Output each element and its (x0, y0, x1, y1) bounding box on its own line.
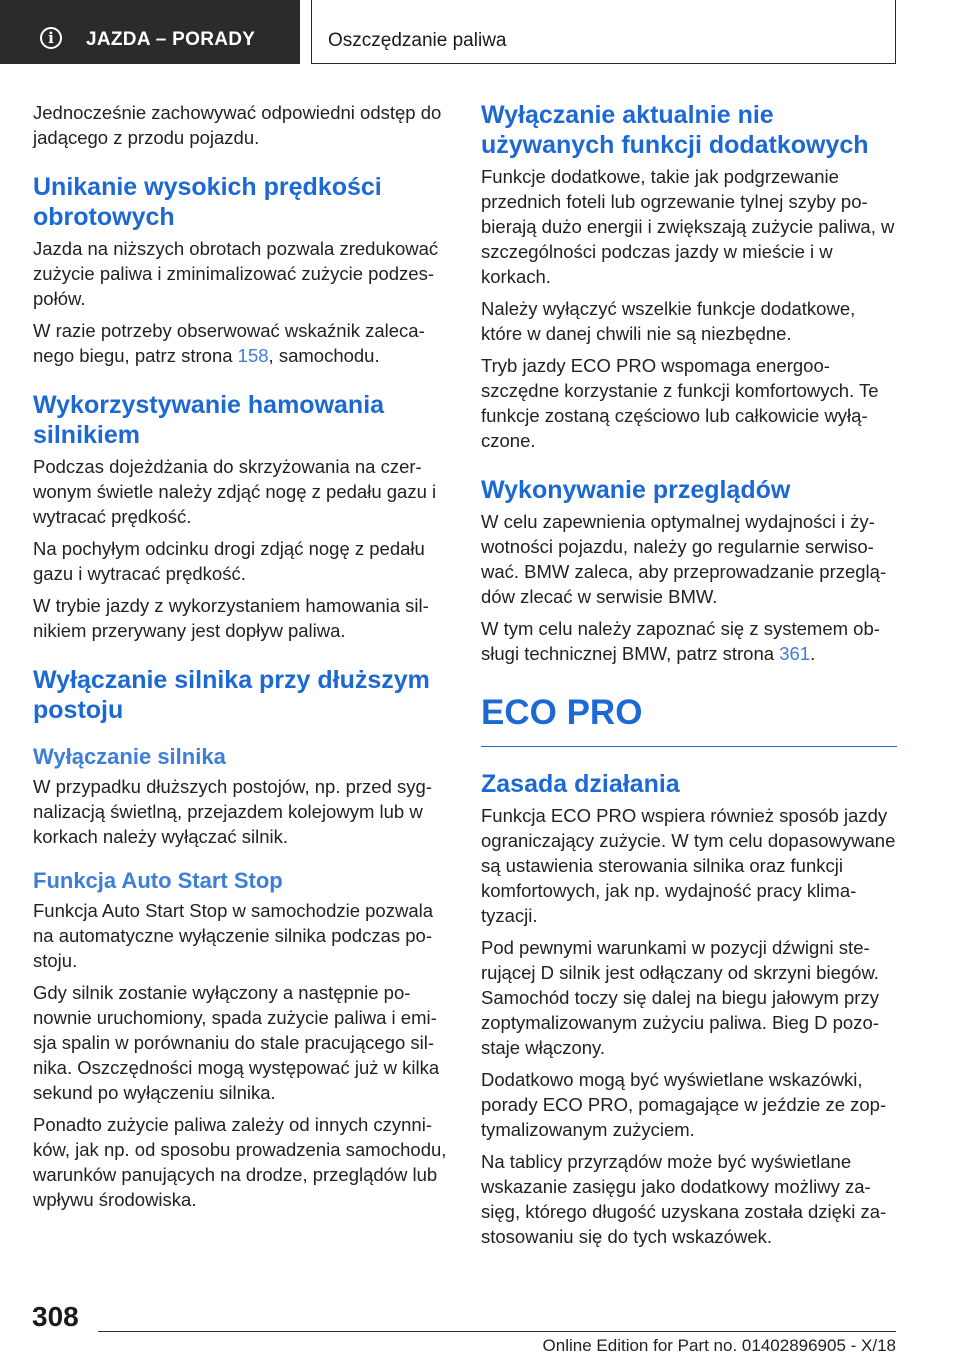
paragraph: Podczas dojeżdżania do skrzyżowania na czerwonym świetle należy zdjąć nogę z pedału gazu i wytracać prędkość. (33, 456, 437, 527)
paragraph: W trybie jazdy z wykorzystaniem hamowania silnikiem przerywany jest dopływ paliwa. (33, 595, 429, 641)
chapter-title-eco-pro: ECO PRO (481, 692, 897, 747)
paragraph: Na tablicy przyrządów może być wyświetlane wskazanie zasięgu jako dodatkowy możliwy zasięg, którego długość uzyskana została dzięki zastosowaniu się do tych wskazówek. (481, 1151, 887, 1247)
paragraph: Jazda na niższych obrotach pozwala zredukować zużycie paliwa i zminimalizować zużycie podzespołów. (33, 238, 439, 309)
paragraph (33, 318, 449, 368)
section-tab (0, 0, 300, 64)
text: , samochodu. (268, 345, 380, 366)
heading-disable-extra-functions: Wyłączanie aktualnie nie używanych funkcji dodatkowych (481, 101, 869, 159)
right-column (481, 100, 897, 1256)
paragraph: Funkcja ECO PRO wspiera również sposób jazdy ograniczający zużycie. W tym celu dopasowywane są ustawienia sterowania silnika oraz funkcji komfortowych, jak np. wydajność pracy klimatyzacji. (481, 805, 896, 926)
paragraph: Gdy silnik zostanie wyłączony a następnie ponownie uruchomiony, spada zużycie paliwa i emisja spalin w porównaniu do stale pracującego silnika. Oszczędności mogą występować już w kilka sekund po wyłączeniu silnika. (33, 982, 440, 1103)
section-title: JAZDA – PORADY (86, 29, 256, 50)
topic-box (311, 0, 896, 64)
info-icon: i (40, 27, 62, 49)
paragraph (481, 616, 897, 666)
paragraph: Funkcje dodatkowe, takie jak podgrzewanie przednich foteli lub ogrzewanie tylnej szyby pobierają dużo energii i zwiększają zużycie paliwa, w szczególności podczas jazdy w mieście i w korkach. (481, 166, 895, 287)
heading-avoid-high-rpm: Unikanie wysokich prędkości obrotowych (33, 173, 382, 231)
paragraph: Pod pewnymi warunkami w pozycji dźwigni sterującej D silnik jest odłączany od skrzyni biegów. Samochód toczy się dalej na biegu jałowym przy zoptymalizowanym zużyciu paliwa. Bieg D pozostaje włączony. (481, 937, 879, 1058)
paragraph: Jednocześnie zachowywać odpowiedni odstęp do jadącego z przodu pojazdu. (33, 102, 442, 148)
edition-note: Online Edition for Part no. 01402896905 - X/18 (542, 1336, 896, 1355)
text: . (810, 643, 816, 664)
text: W razie potrzeby obserwować wskaźnik zalecanego biegu, patrz strona (33, 320, 425, 366)
left-column (33, 100, 449, 1219)
heading-principle: Zasada działania (481, 770, 680, 798)
text: W tym celu należy zapoznać się z systemem obsługi technicznej BMW, patrz strona (481, 618, 880, 664)
subheading-auto-start-stop: Funkcja Auto Start Stop (33, 868, 283, 893)
paragraph: Należy wyłączyć wszelkie funkcje dodatkowe, które w danej chwili nie są niezbędne. (481, 298, 856, 344)
paragraph: W celu zapewnienia optymalnej wydajności i żywotności pojazdu, należy go regularnie serwisować. BMW zaleca, aby przeprowadzanie przeglądów zlecać w serwisie BMW. (481, 511, 887, 607)
paragraph: Dodatkowo mogą być wyświetlane wskazówki, porady ECO PRO, pomagające w jeździe ze zoptymalizowanym zużyciem. (481, 1069, 887, 1140)
topic-title: Oszczędzanie paliwa (328, 30, 507, 51)
heading-service: Wykonywanie przeglądów (481, 476, 791, 504)
paragraph: Tryb jazdy ECO PRO wspomaga energooszczędne korzystanie z funkcji komfortowych. Te funkcje zostaną częściowo lub całkowicie wyłączone. (481, 355, 879, 451)
paragraph: Funkcja Auto Start Stop w samochodzie pozwala na automatyczne wyłączenie silnika podczas postoju. (33, 900, 434, 971)
page-header (0, 0, 896, 64)
page-link-361[interactable]: 361 (779, 643, 811, 664)
page-number: 308 (32, 1301, 79, 1332)
paragraph: W przypadku dłuższych postojów, np. przed sygnalizacją świetlną, przejazdem kolejowym lub w korkach należy wyłączać silnik. (33, 776, 432, 847)
footer-divider (98, 1331, 896, 1332)
heading-engine-braking: Wykorzystywanie hamowania silnikiem (33, 391, 385, 449)
paragraph: Ponadto zużycie paliwa zależy od innych czynników, jak np. od sposobu prowadzenia samochodu, warunków panujących na drodze, przeglądów lub wpływu środowiska. (33, 1114, 447, 1210)
paragraph: Na pochyłym odcinku drogi zdjąć nogę z pedału gazu i wytracać prędkość. (33, 538, 425, 584)
heading-engine-off-long-stop: Wyłączanie silnika przy dłuższym postoju (33, 666, 430, 724)
page-link-158[interactable]: 158 (237, 345, 269, 366)
subheading-engine-off: Wyłączanie silnika (33, 744, 226, 769)
